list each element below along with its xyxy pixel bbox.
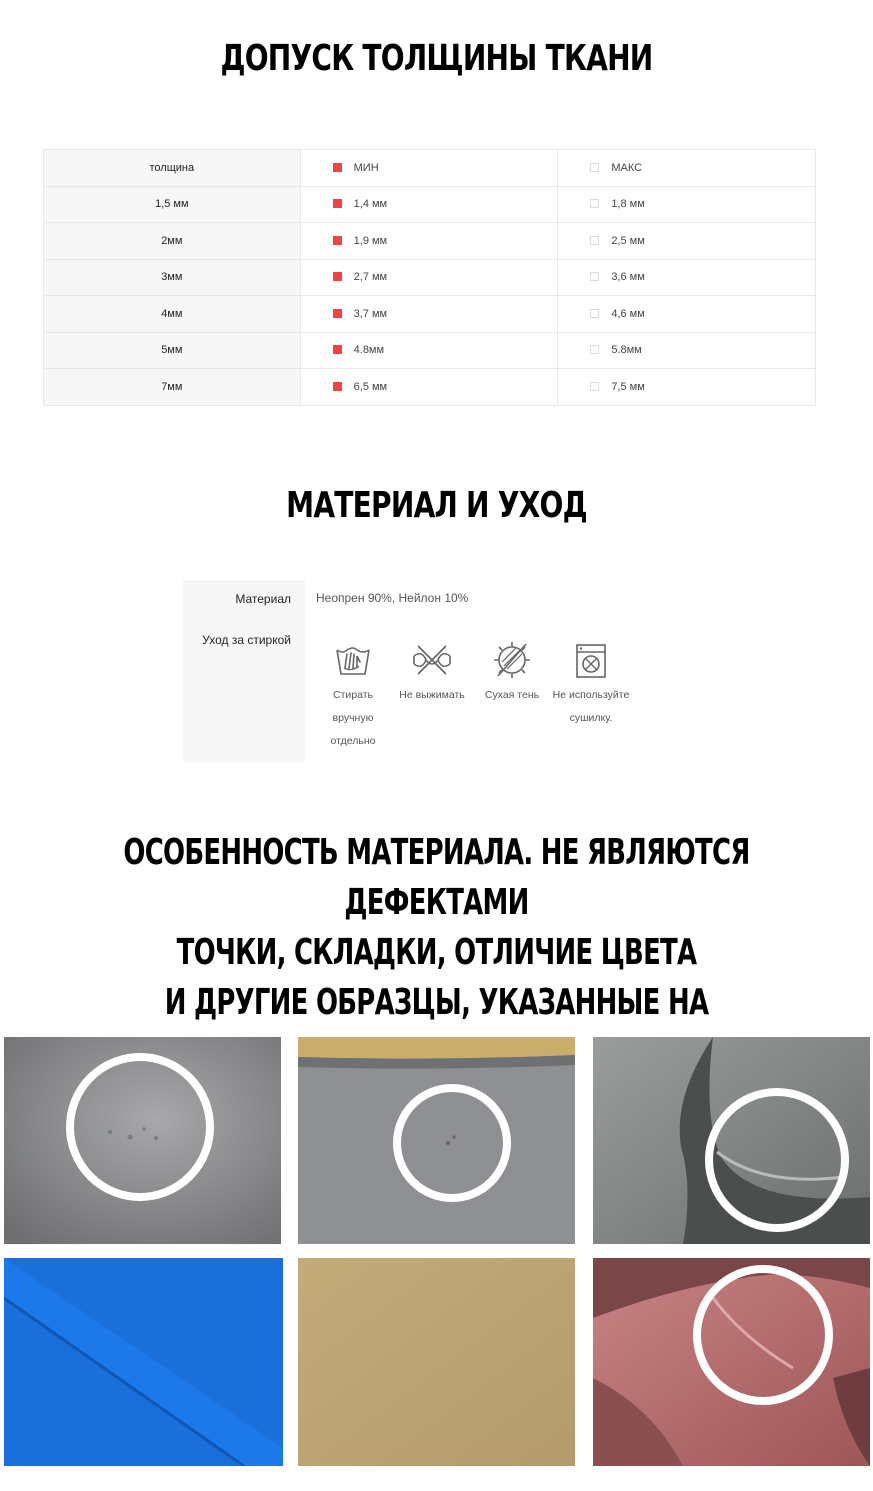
material-value: Неопрен 90%, Нейлон 10% (316, 591, 469, 605)
material-care-heading: МАТЕРИАЛ И УХОД (286, 485, 587, 526)
row-thickness: 7мм (44, 369, 301, 406)
blue-texture-photo (4, 1258, 283, 1466)
thickness-tolerance-table (43, 149, 816, 406)
table-row (44, 186, 816, 223)
thickness-tolerance-heading: ДОПУСК ТОЛЩИНЫ ТКАНИ (220, 38, 653, 79)
row-thickness: 2мм (44, 223, 301, 260)
header-thickness: толщина (44, 150, 301, 187)
row-min: 1,9 мм (300, 223, 558, 260)
max-marker-icon (590, 382, 599, 391)
min-marker-icon (333, 236, 342, 245)
row-thickness: 3мм (44, 259, 301, 296)
care-item-text: Не выжимать (399, 689, 465, 701)
beige-texture-photo (298, 1258, 575, 1466)
care-label: Уход за стиркой (202, 633, 291, 647)
min-marker-icon (333, 163, 342, 172)
care-item-no-dryer (551, 640, 631, 730)
row-thickness: 5мм (44, 332, 301, 369)
header-min: МИН (300, 150, 558, 187)
row-max: 1,8 мм (558, 186, 816, 223)
table-row (44, 296, 816, 333)
features-heading-line: И ДРУГИЕ ОБРАЗЦЫ, УКАЗАННЫЕ НА (164, 982, 709, 1023)
max-marker-icon (590, 309, 599, 318)
min-marker-icon (333, 309, 342, 318)
min-marker-icon (333, 345, 342, 354)
hand-wash-icon (333, 640, 373, 680)
min-marker-icon (333, 382, 342, 391)
table-row (44, 259, 816, 296)
table-header-row (44, 150, 816, 187)
care-item-text: Стирать вручную отдельно (330, 689, 376, 747)
care-item-hand-wash (313, 640, 393, 753)
row-max: 5.8мм (558, 332, 816, 369)
row-max: 2,5 мм (558, 223, 816, 260)
row-min: 2,7 мм (300, 259, 558, 296)
max-marker-icon (590, 199, 599, 208)
no-tumble-dry-icon (571, 640, 611, 680)
row-thickness: 1,5 мм (44, 186, 301, 223)
gray-fold-photo (593, 1037, 870, 1244)
row-max: 4,6 мм (558, 296, 816, 333)
care-item-text: Сухая тень (484, 689, 540, 701)
row-min: 6,5 мм (300, 369, 558, 406)
row-min: 4.8мм (300, 332, 558, 369)
row-min: 1,4 мм (300, 186, 558, 223)
row-thickness: 4мм (44, 296, 301, 333)
min-marker-icon (333, 199, 342, 208)
table-row (44, 332, 816, 369)
max-marker-icon (590, 163, 599, 172)
care-label-column (183, 580, 305, 763)
care-item-dry-shade (472, 640, 552, 707)
red-fold-photo (593, 1258, 870, 1466)
material-care-panel (183, 580, 653, 763)
table-row (44, 369, 816, 406)
gray-gold-edge-photo (298, 1037, 575, 1244)
material-label: Материал (235, 592, 291, 606)
max-marker-icon (590, 272, 599, 281)
dry-in-shade-icon (492, 640, 532, 680)
features-heading-line: ТОЧКИ, СКЛАДКИ, ОТЛИЧИЕ ЦВЕТА (176, 932, 697, 973)
do-not-wring-icon (410, 640, 454, 680)
care-item-do-not-wring (392, 640, 472, 707)
min-marker-icon (333, 272, 342, 281)
row-min: 3,7 мм (300, 296, 558, 333)
max-marker-icon (590, 345, 599, 354)
row-max: 3,6 мм (558, 259, 816, 296)
header-max: МАКС (558, 150, 816, 187)
table-row (44, 223, 816, 260)
max-marker-icon (590, 236, 599, 245)
features-heading-line: ОСОБЕННОСТЬ МАТЕРИАЛА. НЕ ЯВЛЯЮТСЯ ДЕФЕКТАМИ (123, 832, 750, 923)
care-item-text: Не используйте сушилку. (552, 689, 630, 724)
row-max: 7,5 мм (558, 369, 816, 406)
gray-dots-photo (4, 1037, 281, 1244)
